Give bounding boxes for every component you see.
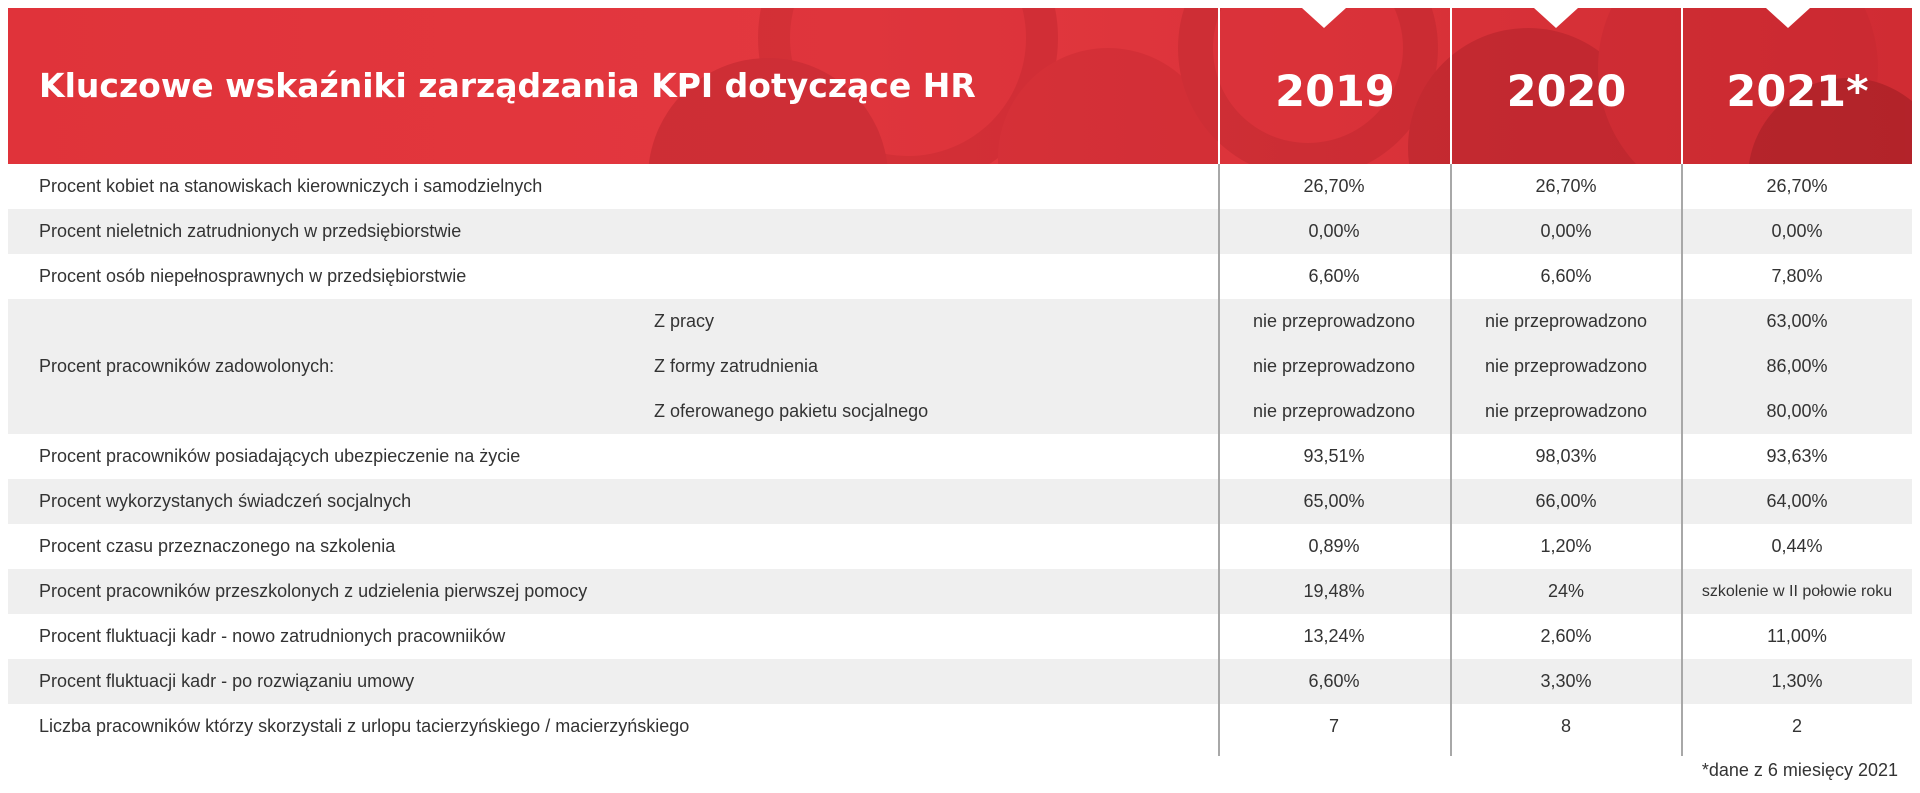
year-header-2021: 2021* <box>1726 67 1869 117</box>
value-2020: nie przeprowadzono <box>1484 401 1648 421</box>
column-divider <box>1218 164 1220 756</box>
value-2019: 0,89% <box>1308 536 1360 556</box>
value-2021: 1,30% <box>1771 671 1823 691</box>
table-header <box>8 8 1912 164</box>
satisfaction-label: Procent pracowników zadowolonych: <box>39 356 335 376</box>
table-row <box>8 164 1912 209</box>
value-2021: 93,63% <box>1766 446 1828 466</box>
table-row <box>8 434 1912 479</box>
row-label: Procent fluktuacji kadr - nowo zatrudnionych pracowniików <box>39 626 506 646</box>
value-2020: 98,03% <box>1535 446 1597 466</box>
value-2021: szkolenie w II połowie roku <box>1701 583 1893 600</box>
table-row <box>8 254 1912 299</box>
value-2020: 8 <box>1560 716 1571 736</box>
value-2021: 86,00% <box>1766 356 1828 376</box>
value-2020: 24% <box>1547 581 1585 601</box>
value-2019: 93,51% <box>1303 446 1365 466</box>
value-2020: 1,20% <box>1540 536 1592 556</box>
value-2020: 66,00% <box>1535 491 1597 511</box>
value-2019: 6,60% <box>1308 266 1360 286</box>
column-divider <box>1450 164 1452 756</box>
value-2021: 0,00% <box>1771 221 1823 241</box>
table-row <box>8 614 1912 659</box>
kpi-table <box>8 8 1912 749</box>
value-2019: 19,48% <box>1303 581 1365 601</box>
value-2021: 80,00% <box>1766 401 1828 421</box>
value-2020: 2,60% <box>1540 626 1592 646</box>
row-label: Procent czasu przeznaczonego na szkolenia <box>39 536 396 556</box>
satisfaction-sub-label: Z pracy <box>654 311 715 331</box>
value-2021: 26,70% <box>1766 176 1828 196</box>
row-label: Procent pracowników przeszkolonych z udzielenia pierwszej pomocy <box>39 581 588 601</box>
satisfaction-sub-label: Z formy zatrudnienia <box>654 356 819 376</box>
row-label: Procent nieletnich zatrudnionych w przedsiębiorstwie <box>39 221 462 241</box>
value-2021: 64,00% <box>1766 491 1828 511</box>
year-header-2019: 2019 <box>1275 67 1395 117</box>
table-row <box>8 209 1912 254</box>
value-2019: nie przeprowadzono <box>1252 311 1416 331</box>
value-2019: 6,60% <box>1308 671 1360 691</box>
value-2020: 3,30% <box>1540 671 1592 691</box>
value-2021: 0,44% <box>1771 536 1823 556</box>
value-2019: 26,70% <box>1303 176 1365 196</box>
value-2019: 7 <box>1328 716 1339 736</box>
value-2021: 2 <box>1791 716 1802 736</box>
year-header-2020: 2020 <box>1506 67 1627 117</box>
value-2021: 7,80% <box>1771 266 1823 286</box>
table-row <box>8 479 1912 524</box>
table-row <box>8 659 1912 704</box>
table-row <box>8 569 1912 614</box>
value-2021: 11,00% <box>1767 626 1827 646</box>
value-2020: nie przeprowadzono <box>1484 311 1648 331</box>
table-title: Kluczowe wskaźniki zarządzania KPI dotyczące HR <box>39 66 976 105</box>
value-2021: 63,00% <box>1766 311 1828 331</box>
table-row <box>8 524 1912 569</box>
row-label: Procent wykorzystanych świadczeń socjalnych <box>39 491 412 511</box>
value-2020: 6,60% <box>1540 266 1592 286</box>
satisfaction-sub-label: Z oferowanego pakietu socjalnego <box>654 401 929 421</box>
column-divider <box>1681 164 1683 756</box>
value-2020: 0,00% <box>1540 221 1592 241</box>
value-2019: nie przeprowadzono <box>1252 356 1416 376</box>
value-2019: 13,24% <box>1303 626 1365 646</box>
row-label: Liczba pracowników którzy skorzystali z urlopu tacierzyńskiego / macierzyńskiego <box>39 716 690 736</box>
satisfaction-group <box>8 299 1912 434</box>
row-label: Procent fluktuacji kadr - po rozwiązaniu umowy <box>39 671 415 691</box>
row-label: Procent osób niepełnosprawnych w przedsiębiorstwie <box>39 266 467 286</box>
value-2019: nie przeprowadzono <box>1252 401 1416 421</box>
table-row <box>8 704 1912 749</box>
value-2019: 65,00% <box>1303 491 1365 511</box>
row-label: Procent kobiet na stanowiskach kierowniczych i samodzielnych <box>39 176 543 196</box>
value-2019: 0,00% <box>1308 221 1360 241</box>
value-2020: 26,70% <box>1535 176 1597 196</box>
row-label: Procent pracowników posiadających ubezpieczenie na życie <box>39 446 521 466</box>
footnote: *dane z 6 miesięcy 2021 <box>1701 760 1898 780</box>
value-2020: nie przeprowadzono <box>1484 356 1648 376</box>
